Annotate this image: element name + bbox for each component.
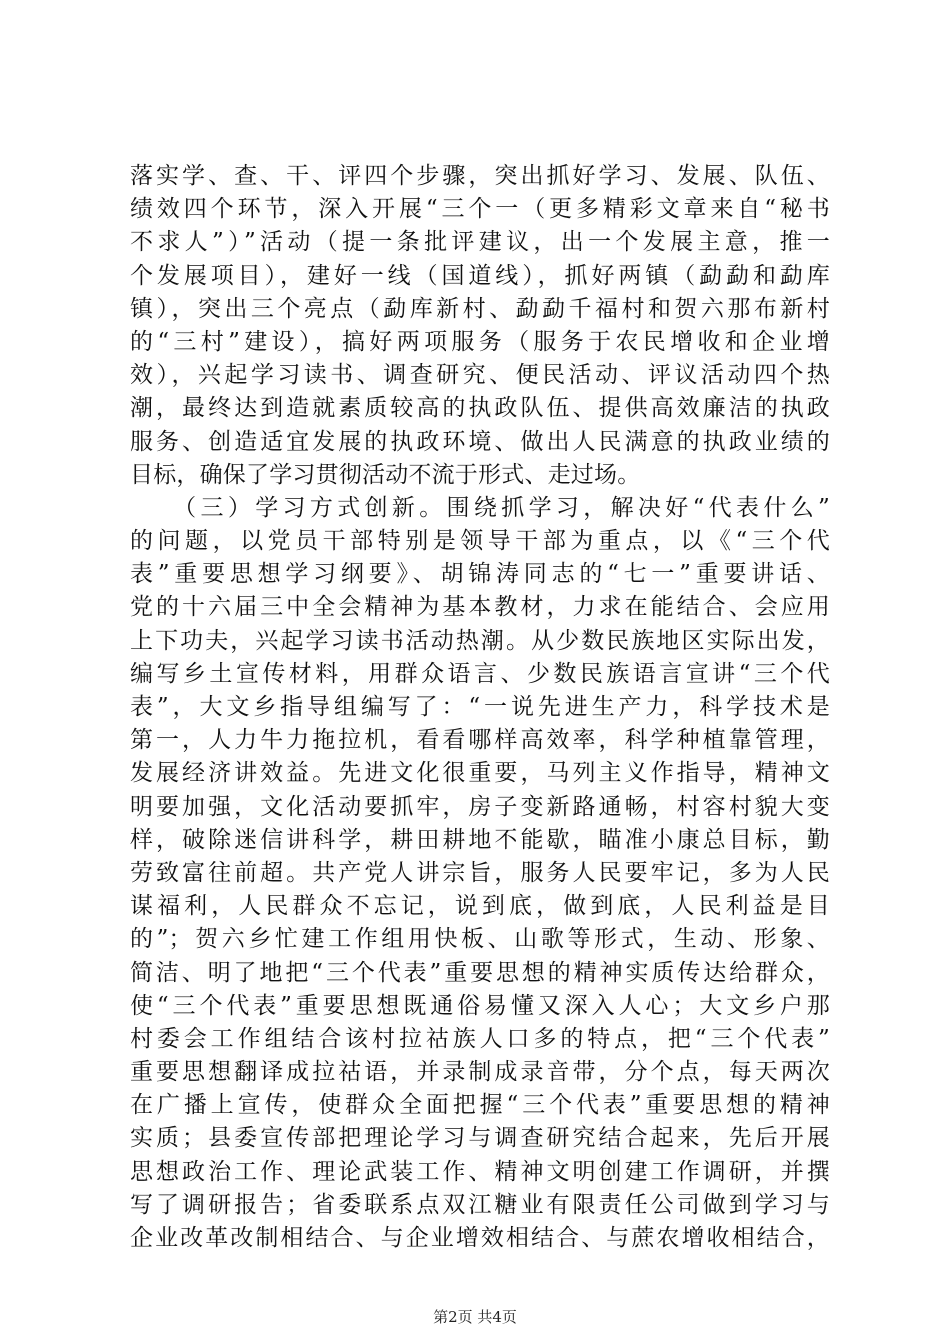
text-line: 镇），突出三个亮点（勐库新村、勐勐千福村和贺六那布新村 [130, 295, 830, 322]
text-line: 不求人”）”活动（提一条批评建议，出一个发展主意，推一 [130, 229, 830, 256]
text-line: 上下功夫，兴起学习读书活动热潮。从少数民族地区实际出发， [130, 627, 830, 654]
text-line: 村委会工作组结合该村拉祜族人口多的特点，把“三个代表” [130, 1025, 830, 1052]
text-line: 重要思想翻译成拉祜语，并录制成录音带，分个点，每天两次 [130, 1059, 830, 1086]
document-body [130, 160, 830, 1255]
page-footer [0, 1306, 950, 1327]
text-line: 第一，人力牛力拖拉机，看看哪样高效率，科学种植靠管理， [130, 727, 830, 754]
page-number: 第2页 共4页 [433, 1308, 517, 1326]
text-line: 的问题，以党员干部特别是领导干部为重点，以《“三个代 [130, 528, 830, 555]
text-line: 服务、创造适宜发展的执政环境、做出人民满意的执政业绩的 [130, 428, 830, 455]
text-line: 谋福利，人民群众不忘记，说到底，做到底，人民利益是目 [130, 893, 830, 920]
text-line: 表”，大文乡指导组编写了：“一说先进生产力，科学技术是 [130, 694, 830, 720]
text-line: 简洁、明了地把“三个代表”重要思想的精神实质传达给群众， [130, 959, 830, 986]
text-line: 使“三个代表”重要思想既通俗易懂又深入人心；大文乡户那 [130, 992, 830, 1019]
text-line: 发展经济讲效益。先进文化很重要，马列主义作指导，精神文 [130, 760, 830, 787]
text-line: 劳致富往前超。共产党人讲宗旨，服务人民要牢记，多为人民 [130, 859, 830, 886]
text-line: 表”重要思想学习纲要》、胡锦涛同志的“七一”重要讲话、 [130, 561, 830, 588]
text-line: 思想政治工作、理论武装工作、精神文明创建工作调研，并撰 [130, 1158, 830, 1185]
text-line: 实质；县委宣传部把理论学习与调查研究结合起来，先后开展 [130, 1125, 830, 1152]
text-line: 的“三村”建设），搞好两项服务（服务于农民增收和企业增 [130, 328, 830, 355]
text-line: 企业改革改制相结合、与企业增效相结合、与蔗农增收相结合， [130, 1225, 830, 1251]
text-line: 个发展项目），建好一线（国道线），抓好两镇（勐勐和勐库 [130, 262, 830, 289]
text-line: 落实学、查、干、评四个步骤，突出抓好学习、发展、队伍、 [130, 163, 830, 189]
text-line: 潮，最终达到造就素质较高的执政队伍、提供高效廉洁的执政 [130, 395, 830, 422]
text-line: 绩效四个环节，深入开展“三个一（更多精彩文章来自“秘书 [130, 196, 830, 223]
text-line: 党的十六届三中全会精神为基本教材，力求在能结合、会应用 [130, 594, 830, 621]
text-line: 样，破除迷信讲科学，耕田耕地不能歇，瞄准小康总目标，勤 [130, 826, 830, 853]
text-line: 目标，确保了学习贯彻活动不流于形式、走过场。 [130, 461, 641, 488]
text-line: 编写乡土宣传材料，用群众语言、少数民族语言宣讲“三个代 [130, 660, 830, 687]
text-line: 在广播上宣传，使群众全面把握“三个代表”重要思想的精神 [130, 1092, 830, 1119]
text-line: 写了调研报告；省委联系点双江糖业有限责任公司做到学习与 [130, 1191, 830, 1218]
text-line: 的”；贺六乡忙建工作组用快板、山歌等形式，生动、形象、 [130, 926, 830, 953]
text-line: （三）学习方式创新。围绕抓学习，解决好“代表什么” [130, 494, 830, 521]
text-line: 明要加强，文化活动要抓牢，房子变新路通畅，村容村貌大变 [130, 793, 830, 820]
text-line: 效），兴起学习读书、调查研究、便民活动、评议活动四个热 [130, 362, 830, 389]
